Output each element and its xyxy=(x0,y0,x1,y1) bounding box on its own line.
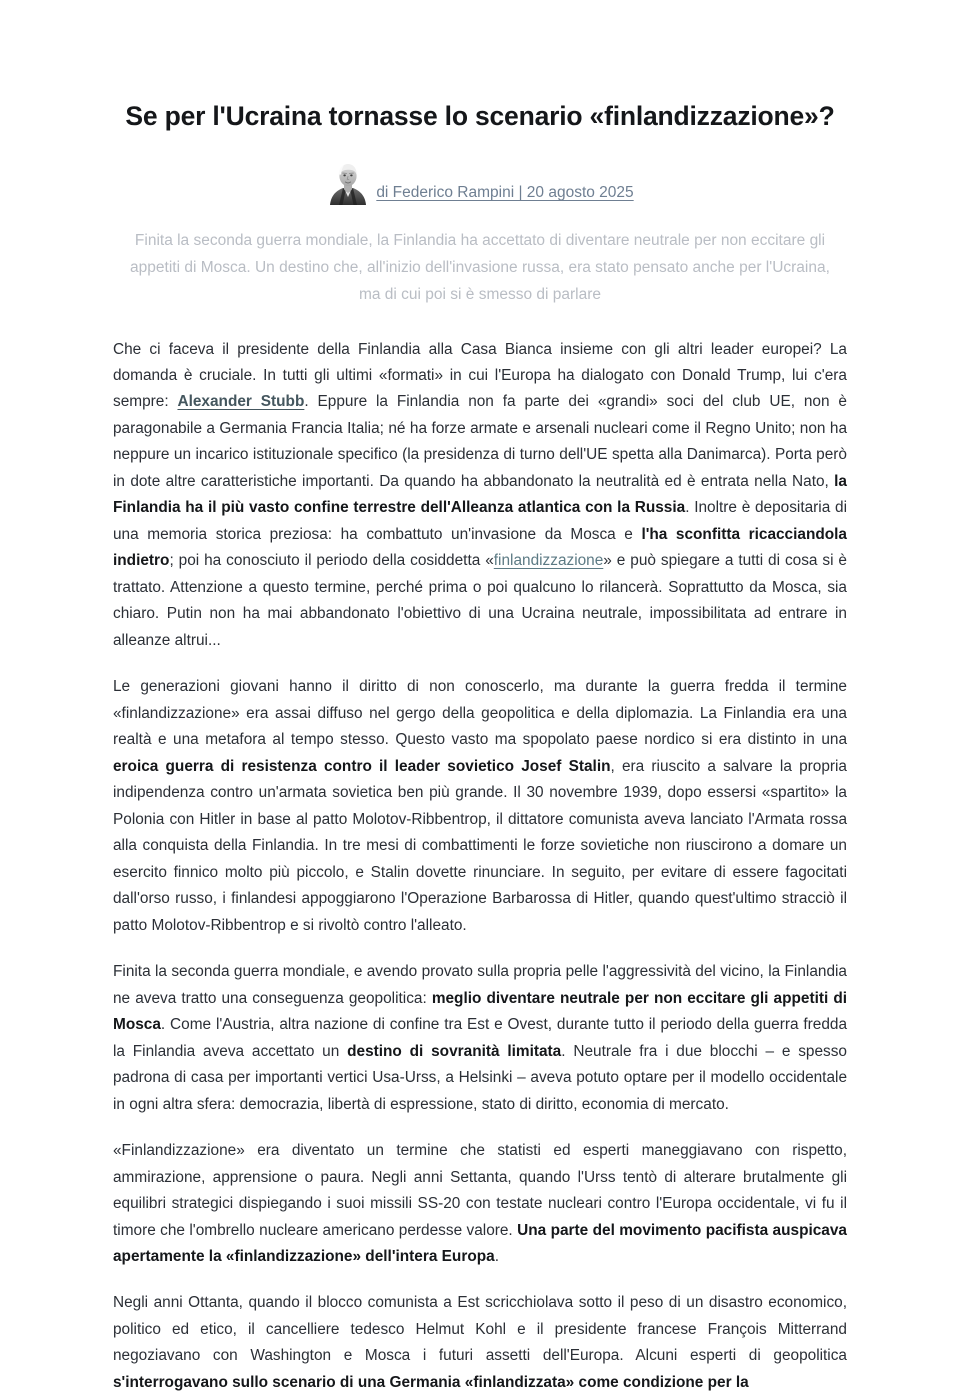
body-text: . Eppure la Finlandia non fa parte dei «grandi» soci del club UE, non è paragonabile a Germania Francia Italia; né ha forze armate e arsenali nucleari come il Regno Unito; non ha neppure un incarico istituzionale specifico (la presidenza di turno dell'UE spetta alla Danimarca). Porta però in dote altre caratteristiche importanti. Da quando ha abbandonato la neutralità ed è entrata nella Nato, xyxy=(113,393,847,489)
byline xyxy=(113,161,847,205)
article-paragraph xyxy=(113,1138,847,1270)
body-text: , era riuscito a salvare la propria indipendenza contro un'armata sovietica ben più grande. Il 30 novembre 1939, dopo essersi «spartito» la Polonia con Hitler in base al patto Molotov-Ribbentrop, il dittatore comunista aveva lanciato l'Armata rossa alla conquista della Finlandia. In tre mesi di combattimenti le forze sovietiche non riuscirono a domare un esercito finnico molto più piccolo, e Stalin dovette rinunciare. In seguito, per evitare di essere fagocitati dall'orso russo, i finlandesi appoggiarono l'Operazione Barbarossa di Hitler, quando quest'ultimo stracciò il patto Molotov-Ribbentrop e si rivoltò contro l'alleato. xyxy=(113,758,847,934)
emphasis-text: l'ha sconfitta ricacciandola indietro xyxy=(113,526,847,569)
emphasis-text: destino di sovranità limitata xyxy=(347,1043,561,1060)
article-paragraph xyxy=(113,674,847,939)
article-subtitle: Finita la seconda guerra mondiale, la Finlandia ha accettato di diventare neutrale per non eccitare gli appetiti di Mosca. Un destino che, all'inizio dell'invasione russa, era stato pensato anche per l'Ucraina, ma di cui poi si è smesso di parlare xyxy=(113,227,847,308)
article-paragraph xyxy=(113,1290,847,1396)
body-text: . xyxy=(495,1248,499,1265)
body-text: » e può spiegare a tutti di cosa si è trattato. Attenzione a questo termine, perché prima o poi qualcuno lo rilancerà. Soprattutto da Mosca, sia chiaro. Putin non ha mai abbandonato l'obiettivo di una Ucraina neutrale, impossibilitata ad entrare in alleanze altrui... xyxy=(113,552,847,648)
inline-link[interactable]: finlandizzazione xyxy=(494,552,604,569)
body-text: . Come l'Austria, altra nazione di confine tra Est e Ovest, durante tutto il periodo della guerra fredda la Finlandia aveva accettato un xyxy=(113,1016,847,1059)
article-paragraph xyxy=(113,337,847,655)
emphasis-text: meglio diventare neutrale per non eccitare gli appetiti di Mosca xyxy=(113,990,847,1033)
body-text: . Inoltre è depositaria di una memoria storica preziosa: ha combattuto un'invasione da Mosca e xyxy=(113,499,847,542)
body-text: «Finlandizzazione» era diventato un termine che statisti ed esperti maneggiavano con rispetto, ammirazione, apprensione o paura. Negli anni Settanta, quando l'Urss tentò di alterare brutalmente gli equilibri strategici dispiegando i suoi missili SS-20 con testate nucleari contro l'Europa occidentale, vi fu il timore che l'ombrello nucleare americano perdesse valore. xyxy=(113,1142,847,1238)
inline-link[interactable]: Alexander Stubb xyxy=(177,393,304,410)
emphasis-text: la Finlandia ha il più vasto confine terrestre dell'Alleanza atlantica con la Russia xyxy=(113,473,847,516)
page-title: Se per l'Ucraina tornasse lo scenario «finlandizzazione»? xyxy=(113,0,847,133)
byline-link[interactable]: di Federico Rampini | 20 agosto 2025 xyxy=(376,183,633,205)
emphasis-text: eroica guerra di resistenza contro il leader sovietico Josef Stalin xyxy=(113,758,611,775)
article xyxy=(113,0,847,1396)
author-portrait-icon xyxy=(326,161,370,205)
body-text: Finita la seconda guerra mondiale, e avendo provato sulla propria pelle l'aggressività del vicino, la Finlandia ne aveva tratto una conseguenza geopolitica: xyxy=(113,963,847,1006)
body-text: Negli anni Ottanta, quando il blocco comunista a Est scricchiolava sotto il peso di un disastro economico, politico ed etico, il cancelliere tedesco Helmut Kohl e il presidente francese François Mitterrand negoziavano con Washington e Mosca i futuri assetti dell'Europa. Alcuni esperti di geopolitica xyxy=(113,1294,847,1364)
body-text: Le generazioni giovani hanno il diritto di non conoscerlo, ma durante la guerra fredda il termine «finlandizzazione» era assai diffuso nel gergo della geopolitica e della diplomazia. La Finlandia era una realtà e una metafora al tempo stesso. Questo vasto ma spopolato paese nordico si era distinto in una xyxy=(113,678,847,748)
body-text: ; poi ha conosciuto il periodo della cosiddetta « xyxy=(169,552,493,569)
article-body xyxy=(113,337,847,1396)
body-text: Che ci faceva il presidente della Finlandia alla Casa Bianca insieme con gli altri leader europei? La domanda è cruciale. In tutti gli ultimi «formati» in cui l'Europa ha dialogato con Donald Trump, lui c'era sempre: xyxy=(113,341,847,411)
body-text: . Neutrale fra i due blocchi – e spesso padrona di casa per importanti vertici Usa-Urss, a Helsinki – aveva potuto optare per il modello occidentale in ogni altra sfera: democrazia, libertà di espressione, stato di diritto, economia di mercato. xyxy=(113,1043,847,1113)
emphasis-text: s'interrogavano sullo scenario di una Germania «finlandizzata» come condizione per la xyxy=(113,1374,749,1391)
emphasis-text: Una parte del movimento pacifista auspicava apertamente la «finlandizzazione» dell'intera Europa xyxy=(113,1222,847,1265)
article-paragraph xyxy=(113,959,847,1118)
